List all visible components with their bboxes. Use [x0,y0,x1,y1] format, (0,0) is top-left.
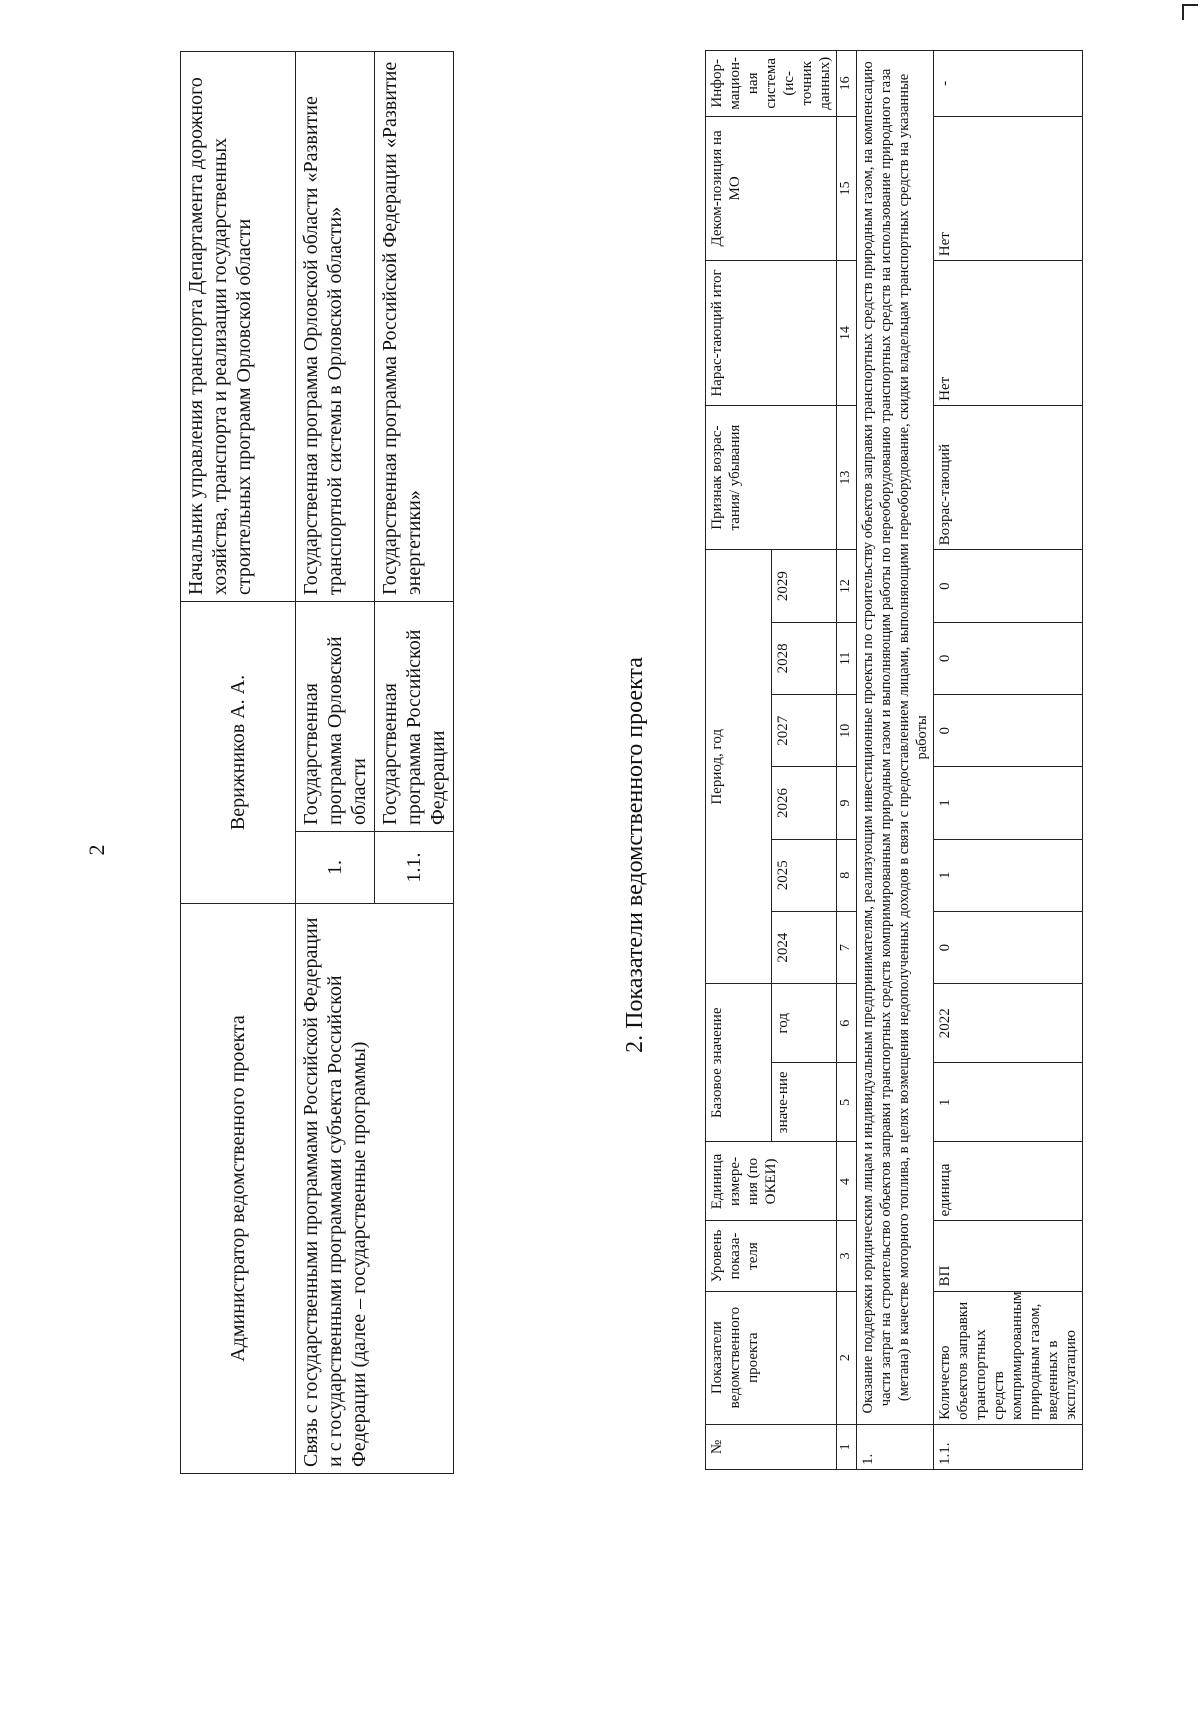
col-header-no: № [706,1424,837,1469]
indicator-decomp: Нет [934,116,1083,261]
indicator-accum: Нет [934,261,1083,406]
indicator-year-value: 1 [934,839,1083,911]
goal-number: 1. [856,1424,934,1469]
col-header-year: 2028 [771,622,837,694]
indicator-level: ВП [934,1221,1083,1291]
indicator-unit: единица [934,1142,1083,1221]
col-header-sign: Признак возрас-тания/ убывания [706,405,837,550]
indicator-base-value: 1 [934,1063,1083,1142]
indicator-year-value: 0 [934,911,1083,983]
indicator-sign: Возрас-тающий [934,405,1083,550]
program-name: Государственная программа Орловской области «Развитие транспортной системы в Орловской области» [296,52,375,602]
header-row [706,51,772,1470]
col-header-level: Уровень показа-теля [706,1221,837,1291]
col-header-year: 2024 [771,911,837,983]
goal-row [856,51,934,1470]
column-number: 14 [837,261,857,406]
col-header-base-year: год [771,984,837,1063]
admin-name: Верижников А. А. [181,602,296,904]
indicator-name: Количество объектов заправки транспортных средств компримированным природным газом, введенных в эксплуатацию [934,1291,1083,1424]
col-header-name: Показатели ведомственного проекта [706,1291,837,1424]
column-number: 12 [837,550,857,622]
column-number: 7 [837,911,857,983]
program-type: Государственная программа Орловской области [296,602,375,832]
column-number: 1 [837,1424,857,1469]
program-number: 1.1. [375,832,454,904]
column-number: 11 [837,622,857,694]
indicator-number: 1.1. [934,1424,1083,1469]
admin-row [181,52,296,1474]
indicator-base-year: 2022 [934,984,1083,1063]
indicator-row [934,51,1083,1470]
indicator-year-value: 1 [934,767,1083,839]
col-header-base-value: значе-ние [771,1063,837,1142]
column-number: 2 [837,1291,857,1424]
indicator-year-value: 0 [934,622,1083,694]
column-number: 5 [837,1063,857,1142]
page-number: 2 [84,844,109,856]
program-type: Государственная программа Российской Федерации [375,602,454,832]
column-number: 6 [837,984,857,1063]
col-header-info-system: Инфор-мацион-ная система (ис-точник данных) [706,51,837,117]
col-header-unit: Единица измере-ния (по ОКЕИ) [706,1142,837,1221]
col-header-decomp: Деком-позиция на МО [706,116,837,261]
col-header-year: 2027 [771,695,837,767]
admin-label: Администратор ведомственного проекта [181,904,296,1474]
col-header-period: Период, год [706,550,772,984]
column-number: 3 [837,1221,857,1291]
col-header-year: 2026 [771,767,837,839]
indicator-info-system: - [934,51,1083,117]
column-number: 4 [837,1142,857,1221]
goal-text: Оказание поддержки юридическим лицам и индивидуальным предпринимателям, реализующим инвестиционные проекты по строительству объектов заправки транспортных средств природным газом, на компенсацию части затрат на строительство объектов заправки транспортных средств компримированным природным газом и выполняющим работы по переоборудованию транспортных средств на использование природного газа (метана) в качестве моторного топлива, в целях возмещения недополученных доходов в связи с предоставлением лицами, выполняющими переоборудование, скидки владельцам транспортных средств на указанные работы [856,51,934,1425]
col-header-year: 2029 [771,550,837,622]
program-name: Государственная программа Российской Федерации «Развитие энергетики» [375,52,454,602]
column-number: 8 [837,839,857,911]
column-number: 13 [837,405,857,550]
section-title: 2. Показатели ведомственного проекта [622,657,648,1053]
project-info-table [180,51,454,1474]
programs-link-label: Связь с государственными программами Российской Федерации и с государственными программами субъекта Российской Федерации (далее – государственные программы) [296,904,454,1474]
column-number: 10 [837,695,857,767]
col-header-year: 2025 [771,839,837,911]
column-number: 16 [837,51,857,117]
program-number: 1. [296,832,375,904]
column-number: 9 [837,767,857,839]
column-number-row [837,51,857,1470]
indicator-year-value: 0 [934,550,1083,622]
column-number: 15 [837,116,857,261]
col-header-base: Базовое значение [706,984,772,1142]
indicator-year-value: 0 [934,695,1083,767]
indicators-table [705,50,1083,1470]
program-row [296,52,375,1474]
col-header-accum: Нарас-тающий итог [706,261,837,406]
admin-position: Начальник управления транспорта Департамента дорожного хозяйства, транспорта и реализации государственных строительных программ Орловской области [181,52,296,602]
